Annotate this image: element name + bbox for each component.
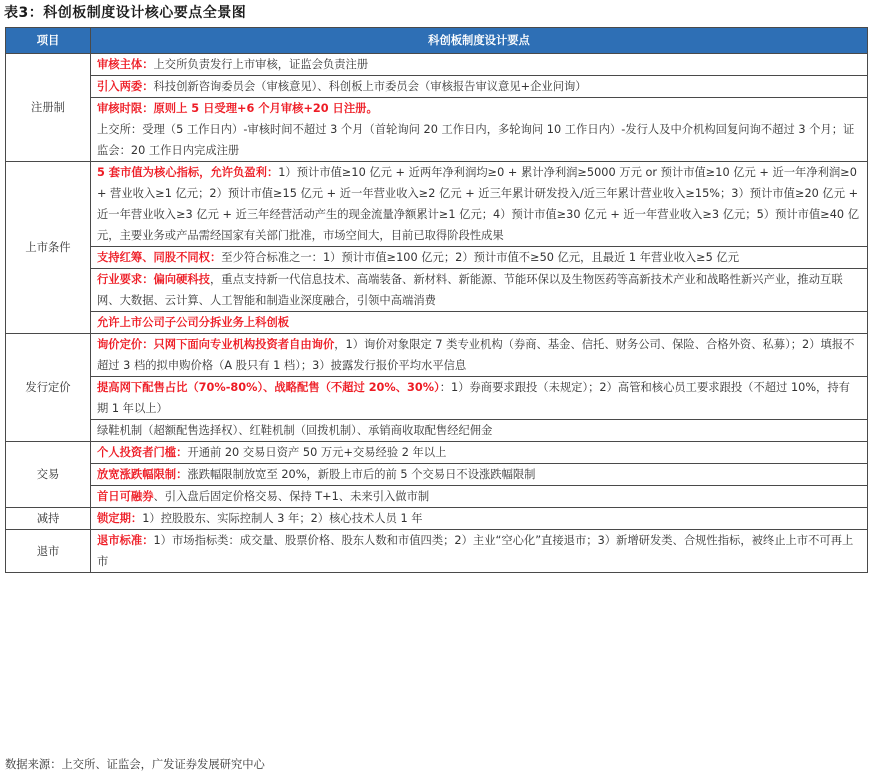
body-text: ，重点支持新一代信息技术、高端装备、新材料、新能源、节能环保以及生物医药等高新技术产业和战略性新兴产业，推动互联网、大数据、云计算、人工智能和制造业深度融合，引领中高端消费: [97, 273, 843, 307]
table-row: [6, 486, 868, 508]
body-text: 上交所：受理（5 工作日内）-审核时间不超过 3 个月（首轮询问 20 工作日内，多轮询问 10 工作日内）-发行人及中介机构回复问询不超过 3 个月；证监会：20 工作日内完成注册: [97, 123, 855, 157]
highlight-text: 审核主体：: [97, 58, 154, 71]
highlight-text: 退市标准：: [97, 534, 154, 547]
highlight-text: 引入两委：: [97, 80, 154, 93]
point-cell: [91, 486, 868, 508]
point-cell: [91, 530, 868, 573]
table-row: [6, 162, 868, 247]
point-cell: [91, 269, 868, 312]
table-row: [6, 508, 868, 530]
highlight-text: 行业要求：偏向硬科技: [97, 273, 210, 286]
category-cell: 发行定价: [6, 334, 91, 442]
point-cell: [91, 76, 868, 98]
category-cell: 退市: [6, 530, 91, 573]
table-row: [6, 420, 868, 442]
header-item: 项目: [6, 28, 91, 54]
point-cell: [91, 420, 868, 442]
highlight-text: 询价定价：只网下面向专业机构投资者自由询价: [97, 338, 335, 351]
point-cell: [91, 334, 868, 377]
body-text: 1）预计市值≥10 亿元 + 近两年净利润均≥0 + 累计净利润≥5000 万元 or 预计市值≥10 亿元 + 近一年净利润≥0 + 营业收入≥1 亿元；2）预计市值≥15 亿元 + 近一年营业收入≥2 亿元 + 近三年累计研发投入/近三年累计营业收入≥15%；3）预计市值≥20 亿元 + 近一年营业收入≥3 亿元 + 近三年经营活动产生的现金流量净额累计≥1 亿元；4）预计市值≥30 亿元 + 近一年营业收入≥3 亿元；5）预计市值≥40 亿元，主要业务或产品需经国家有关部门批准，市场空间大，目前已取得阶段性成果: [97, 166, 860, 242]
table-row: [6, 377, 868, 420]
highlight-text: 放宽涨跌幅限制：: [97, 468, 188, 481]
body-text: ，1）询价对象限定 7 类专业机构（券商、基金、信托、财务公司、保险、合格外资、私募）；2）填报不超过 3 档的拟申购价格（A 股只有 1 档）；3）披露发行报价平均水平信息: [97, 338, 855, 372]
body-text: 科技创新咨询委员会（审核意见）、科创板上市委员会（审核报告审议意见+企业问询）: [153, 80, 587, 93]
table-row: [6, 442, 868, 464]
point-cell: [91, 312, 868, 334]
core-points-table: [5, 27, 868, 573]
point-cell: [91, 162, 868, 247]
highlight-text: 审核时限：原则上 5 日受理+6 个月审核+20 日注册。: [97, 102, 378, 115]
table-row: [6, 530, 868, 573]
category-cell: 交易: [6, 442, 91, 508]
table-row: [6, 54, 868, 76]
highlight-text: 首日可融券: [97, 490, 154, 503]
data-source-note: 数据来源：上交所、证监会，广发证券发展研究中心: [5, 758, 265, 771]
header-points: 科创板制度设计要点: [91, 28, 868, 54]
table-row: [6, 76, 868, 98]
table-row: [6, 312, 868, 334]
category-cell: 上市条件: [6, 162, 91, 334]
point-cell: [91, 377, 868, 420]
body-text: 至少符合标准之一：1）预计市值≥100 亿元；2）预计市值不≥50 亿元，且最近 1 年营业收入≥5 亿元: [221, 251, 740, 264]
point-cell: [91, 98, 868, 162]
point-cell: [91, 247, 868, 269]
body-text: 绿鞋机制（超额配售选择权）、红鞋机制（回拨机制）、承销商收取配售经纪佣金: [97, 424, 493, 437]
body-text: 开通前 20 交易日资产 50 万元+交易经验 2 年以上: [187, 446, 447, 459]
body-text: 1）市场指标类：成交量、股票价格、股东人数和市值四类；2）主业“空心化”直接退市；3）新增研发类、合规性指标，被终止上市不可再上市: [97, 534, 854, 568]
body-text: 上交所负责发行上市审核，证监会负责注册: [153, 58, 369, 71]
point-cell: [91, 442, 868, 464]
highlight-text: 个人投资者门槛：: [97, 446, 188, 459]
table-row: [6, 247, 868, 269]
table-row: [6, 269, 868, 312]
highlight-text: 5 套市值为核心指标，允许负盈利：: [97, 166, 279, 179]
highlight-text: 提高网下配售占比（70%-80%）、战略配售（不超过 20%、30%）: [97, 381, 440, 394]
table-row: [6, 464, 868, 486]
point-cell: [91, 508, 868, 530]
body-text: 涨跌幅限制放宽至 20%，新股上市后的前 5 个交易日不设涨跌幅限制: [187, 468, 536, 481]
highlight-text: 支持红筹、同股不同权：: [97, 251, 222, 264]
category-cell: 减持: [6, 508, 91, 530]
table-row: [6, 98, 868, 162]
body-text: 1）控股股东、实际控制人 3 年；2）核心技术人员 1 年: [142, 512, 423, 525]
body-text: 、引入盘后固定价格交易、保持 T+1、未来引入做市制: [153, 490, 430, 503]
table-row: [6, 334, 868, 377]
table-title: 表3：科创板制度设计核心要点全景图: [4, 5, 247, 21]
point-cell: [91, 464, 868, 486]
highlight-text: 锁定期：: [97, 512, 143, 525]
point-cell: [91, 54, 868, 76]
category-cell: 注册制: [6, 54, 91, 162]
highlight-text: 允许上市公司子公司分拆业务上科创板: [97, 316, 290, 329]
table-header-row: [6, 28, 868, 54]
body-text: ：1）券商要求跟投（未规定）；2）高管和核心员工要求跟投（不超过 10%，持有期 1 年以上）: [97, 381, 850, 415]
